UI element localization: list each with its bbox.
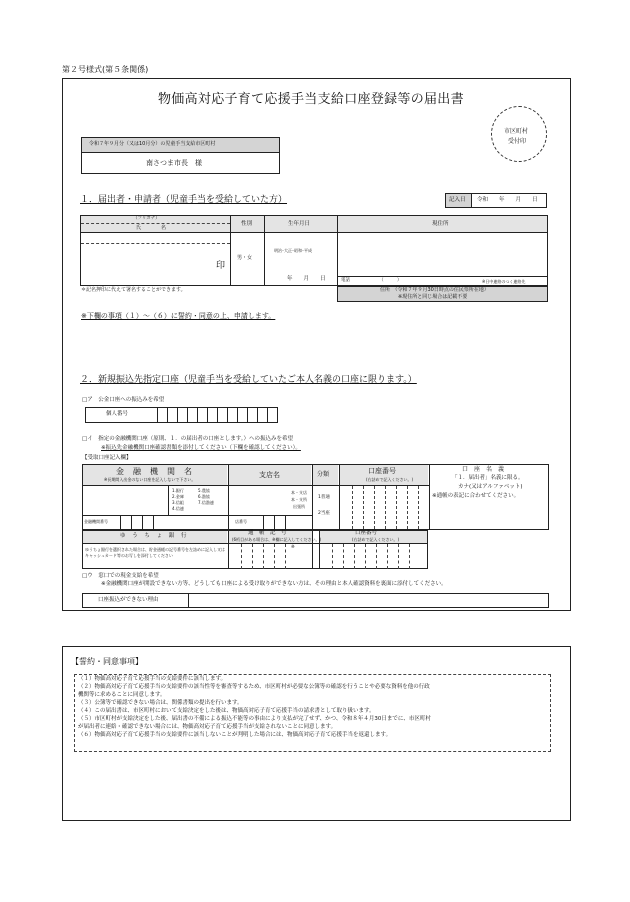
digit-cell-divider — [131, 516, 132, 530]
option-a-checkbox[interactable]: □ア 公金口座への振込みを希望 — [82, 397, 165, 403]
signature-note: ＊記名押印に代えて署名することができます。 — [81, 287, 186, 293]
holder-note-1: 「１．届出者」名義に限る。 — [452, 475, 524, 481]
digit-cell-divider — [387, 544, 388, 569]
digit-cell-divider — [396, 486, 397, 529]
address-label: 現住所 — [432, 221, 449, 227]
pledge-item-1: （１）物価高対応子育て応援手当の支給要件に該当します。 — [78, 676, 227, 682]
branch-input[interactable] — [230, 487, 285, 514]
account-number-note: (右詰めで記入ください。) — [366, 477, 414, 482]
section2-heading: ２．新規振込先指定口座（児童手当を受給していたご本人名義の口座に限ります。） — [80, 375, 417, 385]
digit-cell-divider — [354, 544, 355, 569]
pledge-item-3: （３）公簿等で確認できない場合は、関係書類の提出を行います。 — [78, 700, 243, 706]
name-label: 氏 名 — [136, 225, 167, 231]
pledge-item-2-cont: 機関等に求めることに同意します。 — [78, 692, 166, 698]
bank-type-1[interactable]: 1.銀行 — [172, 488, 184, 493]
account-type-ordinary[interactable]: 1普通 — [318, 495, 330, 500]
branch-type-2[interactable]: 本・支所 — [291, 497, 307, 502]
era-options[interactable]: 明治･大正･昭和･平成 — [274, 248, 312, 253]
bank-name-label: 金 融 機 関 名 — [116, 467, 193, 476]
pledge-item-6: （６）物価高対応子育て応援手当の支給要件に該当しないことが判明した場合には、物価高対応子育て応援手当を返還します。 — [78, 732, 392, 738]
pledge-item-5: （５）市区町村が支給決定をした後、届出書の不備による振込不能等の事由により支払が完了せず、かつ、令和８年４月30日までに、市区町村 — [78, 716, 431, 722]
account-number-label: 口座番号 — [368, 467, 396, 475]
entry-date-label: 記入日 — [449, 197, 466, 203]
bank-section-label: 【受取口座記入欄】 — [82, 455, 132, 461]
holder-label: 口 座 名 義 — [462, 466, 505, 473]
pledge-item-4: （４）この届出書は、市区町村において支給決定をした後は、物価高対応子育て応援手当の請求書として取り扱います。 — [78, 708, 375, 714]
entry-date-value: 令和 年 月 日 — [477, 197, 538, 203]
bank-type-7[interactable]: 7.信漁連 — [198, 500, 214, 505]
passbook-symbol-note: (6桁目がある場合は、※欄に記入してください。) — [232, 537, 322, 542]
furigana-label: （フリガナ） — [133, 216, 160, 221]
addressee-name: 南さつま市長 様 — [146, 159, 202, 167]
bank-name-input[interactable] — [84, 487, 167, 514]
address-input[interactable] — [339, 234, 546, 274]
holder-note-3: ※通帳の表記に合わせてください。 — [432, 493, 520, 499]
day-contact-note: ※日中連絡のつく連絡先 — [482, 279, 526, 284]
digit-cell-divider — [374, 486, 375, 529]
option-u-note: ※金融機関口座が開設できない方等、どうしても口座による受け取りができない方は、その理由と本人確認資料を裏面に添付してください。 — [101, 581, 447, 587]
digit-cell-divider — [343, 544, 344, 569]
dob-units: 年 月 日 — [287, 276, 326, 282]
digit-cell-divider — [418, 486, 419, 529]
pledge-item-5-cont: が届出者に連絡・確認できない場合には、物価高対応子育て応援手当が支給されないことに同意します。 — [78, 724, 337, 730]
account-type-current[interactable]: 2当座 — [318, 511, 330, 516]
account-number-input[interactable] — [341, 487, 427, 528]
residence-note: 住所 （令和７年９月30日時点の住民票所在地） — [380, 287, 489, 293]
yucho-number-input[interactable] — [321, 545, 426, 567]
digit-cell-divider — [385, 486, 386, 529]
digit-cell-divider — [142, 516, 143, 530]
reason-label: 口座振込ができない理由 — [98, 597, 159, 603]
pledge-line: ※下欄の事項（１）～（６）に誓約・同意の上、申請します。 — [81, 312, 276, 320]
option-i-checkbox[interactable]: □イ 指定の金融機関口座（原則、１．の届出者の口座とします。）への振込みを希望 — [82, 436, 294, 442]
digit-cell-divider — [257, 407, 258, 423]
digit-cell-divider — [263, 544, 264, 569]
passbook-symbol-label: 通 帳 記 号 — [248, 530, 287, 536]
digit-cell-divider — [376, 544, 377, 569]
digit-cell-divider — [187, 407, 188, 423]
bank-type-5[interactable]: 5.農協 — [198, 488, 210, 493]
addressee-header: 令和７年９月分（又は10月分）の児童手当支給市区町村 — [89, 141, 216, 147]
sex-options[interactable]: 男・女 — [237, 255, 253, 261]
digit-cell-divider — [207, 407, 208, 423]
digit-cell-divider — [352, 486, 353, 529]
digit-cell-divider — [407, 486, 408, 529]
individual-number-label: 個人番号 — [106, 411, 129, 417]
bank-type-3[interactable]: 3.信組 — [172, 500, 184, 505]
digit-cell-divider — [274, 544, 275, 569]
digit-cell-divider — [177, 407, 178, 423]
yucho-note: ゆうちょ銀行を選択された場合は、貯金通帳の記号番号を左詰めに記入し又はキャッシュカード等のお写しを添付してください — [85, 547, 225, 558]
bank-code-label: 金融機関番号 — [84, 519, 108, 524]
furigana-input[interactable] — [82, 234, 228, 242]
phone-label: 電話 — [341, 278, 350, 283]
digit-cell-divider — [197, 407, 198, 423]
form-title: 物価高対応子育て応援手当支給口座登録等の届出書 — [158, 92, 464, 107]
option-i-note: ※振込先金融機関口座確認書類を添付してください（下欄を確認してください）。 — [101, 445, 301, 451]
account-holder-input[interactable] — [431, 503, 547, 528]
holder-note-2: カナ(又はアルファベット) — [458, 484, 523, 490]
digit-cell-divider — [120, 516, 121, 530]
sex-label: 性別 — [241, 221, 253, 227]
category-label: 分類 — [317, 471, 330, 478]
digit-cell-divider — [167, 407, 168, 423]
phone-input[interactable]: （ ） — [379, 278, 402, 283]
digit-cell-divider — [153, 516, 154, 530]
dob-label: 生年月日 — [288, 221, 311, 227]
stamp-label-municipality: 市区町村 — [504, 128, 529, 135]
stamp-label-received: 受付印 — [508, 138, 527, 145]
digit-cell-divider — [263, 516, 264, 530]
form-number: 第２号様式(第５条関係) — [62, 65, 149, 74]
branch-type-1[interactable]: 本・支店 — [291, 490, 307, 495]
seal-mark: 印 — [216, 261, 226, 271]
digit-cell-divider — [227, 407, 228, 423]
section1-heading: １．届出者・申請者（児童手当を受給していた方） — [80, 195, 288, 205]
branch-label: 支店名 — [259, 471, 280, 479]
digit-cell-divider — [285, 544, 286, 569]
bank-type-4[interactable]: 4.信連 — [172, 506, 184, 511]
digit-cell-divider — [365, 544, 366, 569]
digit-cell-divider — [217, 407, 218, 423]
passbook-symbol-input[interactable] — [230, 545, 310, 567]
pledge-heading: 【誓約・同意事項】 — [71, 657, 143, 666]
digit-cell-divider — [267, 407, 268, 423]
digit-cell-divider — [274, 516, 275, 530]
branch-type-3[interactable]: 出張所 — [293, 504, 305, 509]
digit-cell-divider — [285, 516, 286, 530]
bank-type-6[interactable]: 6.漁協 — [198, 494, 210, 499]
digit-cell-divider — [252, 544, 253, 569]
pledge-item-2: （２）物価高対応子育て応援手当の支給要件の該当性等を審査等するため、市区町村が必要な公簿等の確認を行うことや必要な資料を他の行政 — [78, 684, 430, 690]
name-input[interactable] — [82, 245, 212, 283]
digit-cell-divider — [247, 407, 248, 423]
digit-cell-divider — [398, 544, 399, 569]
option-u-checkbox[interactable]: □ウ 窓口での現金支給を希望 — [82, 573, 159, 579]
yucho-number-label: 口座番号 — [355, 530, 378, 536]
bank-type-2[interactable]: 2.金庫 — [172, 494, 184, 499]
star-mark: ※ — [291, 545, 295, 550]
digit-cell-divider — [363, 486, 364, 529]
same-address-note: ※現住所と同じ場合は記載不要 — [398, 294, 468, 300]
digit-cell-divider — [237, 407, 238, 423]
digit-cell-divider — [332, 544, 333, 569]
digit-cell-divider — [409, 544, 410, 569]
bank-name-note: ※長期間入出金のない口座を記入しないで下さい。 — [104, 477, 196, 482]
yucho-label: ゆ う ち ょ 銀 行 — [120, 533, 188, 539]
yucho-number-note: (右詰めで記入ください。) — [352, 537, 400, 542]
branch-code-label: 店番号 — [235, 519, 247, 524]
digit-cell-divider — [241, 544, 242, 569]
